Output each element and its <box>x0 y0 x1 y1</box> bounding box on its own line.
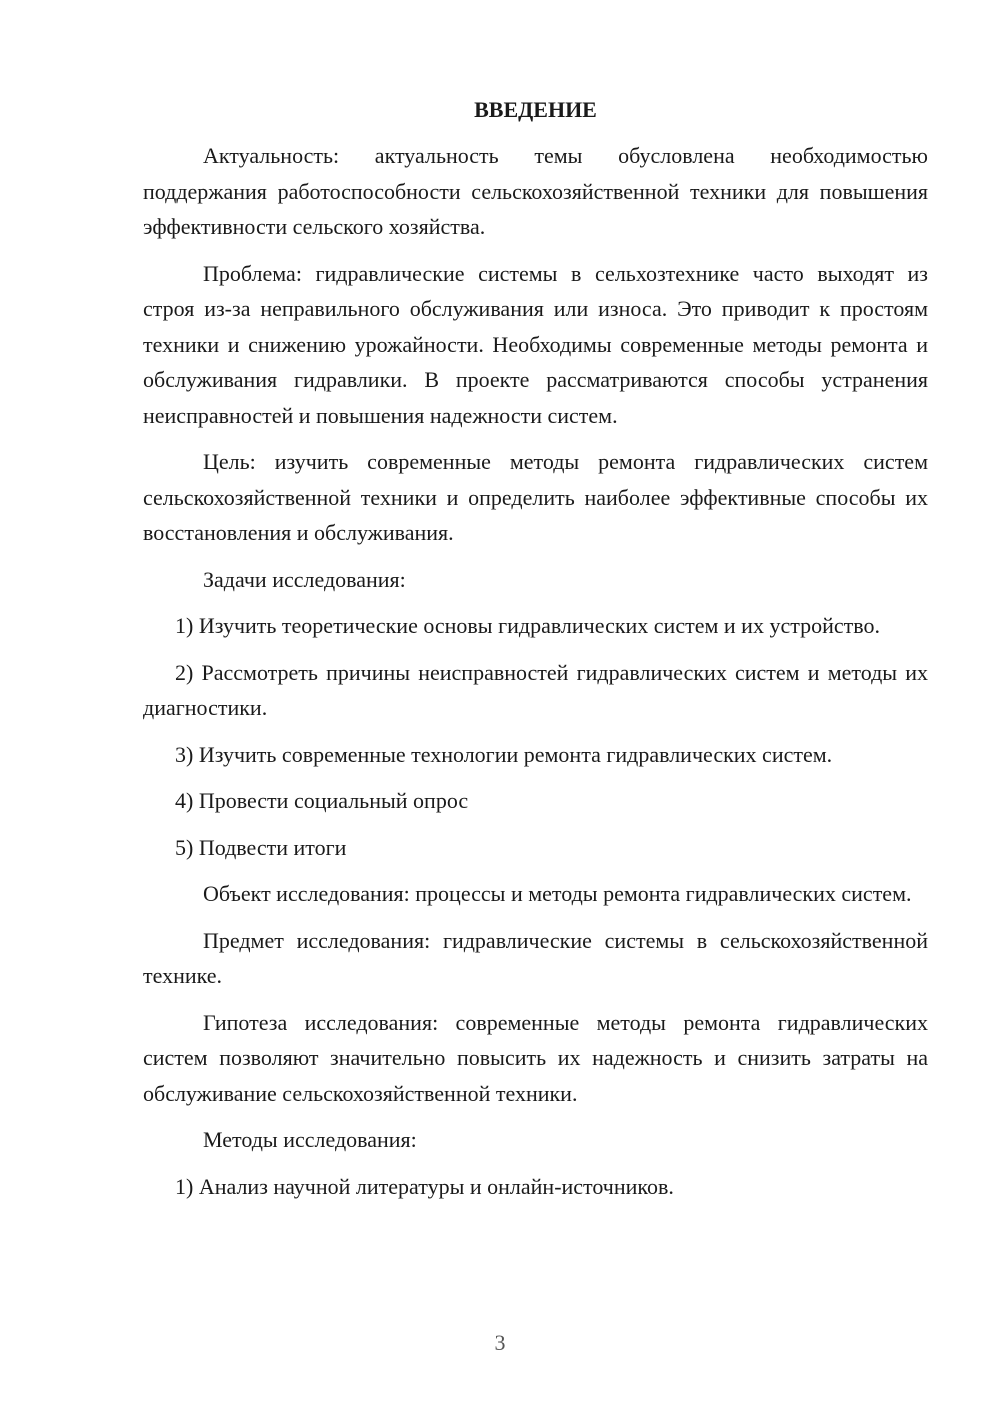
task-item: 1) Изучить теоретические основы гидравлических систем и их устройство. <box>175 613 880 638</box>
hypothesis-paragraph: Гипотеза исследования: современные методы ремонта гидравлических систем позволяют значительно повысить их надежность и снизить затраты на обслуживание сельскохозяйственной техники. <box>143 1009 928 1106</box>
subject-paragraph: Предмет исследования: гидравлические системы в сельскохозяйственной технике. <box>143 927 928 988</box>
relevance-paragraph: Актуальность: актуальность темы обусловлена необходимостью поддержания работоспособности сельскохозяйственной техники для повышения эффективности сельского хозяйства. <box>143 143 928 239</box>
document-page <box>143 92 928 1204</box>
goal-paragraph: Цель: изучить современные методы ремонта гидравлических систем сельскохозяйственной техники и определить наиболее эффективные способы их восстановления и обслуживания. <box>143 449 928 545</box>
object-paragraph: Объект исследования: процессы и методы ремонта гидравлических систем. <box>203 881 912 906</box>
tasks-heading: Задачи исследования: <box>203 566 406 592</box>
problem-paragraph: Проблема: гидравлические системы в сельхозтехнике часто выходят из строя из-за неправильного обслуживания или износа. Это приводит к простоям техники и снижению урожайности. Необходимы современные методы ремонта и обслуживания гидравлики. В проекте рассматриваются способы устранения неисправностей и повышения надежности систем. <box>143 260 928 428</box>
task-item: 4) Провести социальный опрос <box>175 788 469 813</box>
task-item: 5) Подвести итоги <box>175 834 347 860</box>
task-item: 2) Рассмотреть причины неисправностей гидравлических систем и методы их диагностики. <box>143 659 928 720</box>
page-number: 3 <box>494 1330 506 1355</box>
section-title: ВВЕДЕНИЕ <box>474 97 597 122</box>
methods-heading: Методы исследования: <box>203 1127 417 1152</box>
task-item: 3) Изучить современные технологии ремонта гидравлических систем. <box>175 741 833 767</box>
method-item: 1) Анализ научной литературы и онлайн-источников. <box>175 1173 674 1199</box>
